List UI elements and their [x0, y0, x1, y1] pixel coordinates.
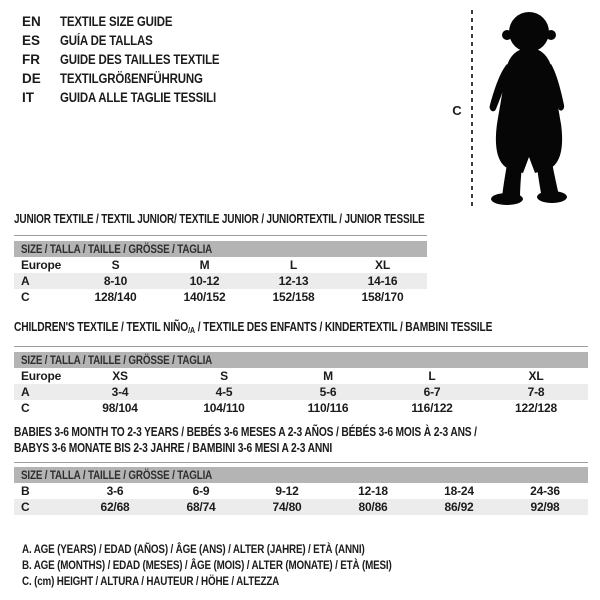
section-divider [14, 462, 588, 463]
junior-size-table [14, 241, 427, 305]
legend-line-c: C. (cm) HEIGHT / ALTURA / HAUTEUR / HÖHE / ALTEZZA [22, 574, 280, 588]
table-row-europe [14, 368, 588, 384]
cell: XS [112, 369, 128, 383]
cell: 86/92 [416, 499, 502, 515]
lang-row-de [22, 69, 248, 88]
babies-size-table [14, 467, 588, 515]
lang-title: TEXTILGRÖßENFÜHRUNG [60, 71, 203, 86]
cell: 9-12 [275, 484, 299, 498]
row-label: A [14, 273, 71, 289]
junior-section-title [14, 212, 427, 227]
babies-section-title [14, 424, 588, 456]
cell: 116/122 [411, 401, 453, 415]
cell: 74/80 [244, 499, 330, 515]
cell: 128/140 [94, 290, 137, 304]
language-title-list [22, 12, 248, 107]
lang-code: IT [22, 90, 34, 105]
measure-label-c: C [452, 103, 462, 118]
size-header-label: SIZE / TALLA / TAILLE / GRÖSSE / TAGLIA [21, 353, 213, 367]
cell: 158/170 [361, 290, 404, 304]
legend-line-b: B. AGE (MONTHS) / EDAD (MESES) / ÂGE (MOIS) / ALTER (MONATE) / ETÀ (MESI) [22, 558, 392, 572]
lang-code: EN [22, 14, 41, 29]
size-header-bar [14, 352, 588, 368]
cell: L [289, 258, 298, 272]
row-label: C [14, 499, 72, 515]
table-row-height [14, 499, 588, 515]
cell: 140/152 [183, 290, 226, 304]
cell: 4-5 [172, 384, 276, 400]
cell: 3-6 [106, 484, 124, 498]
row-label: Europe [21, 369, 62, 383]
babies-title-line1: BABIES 3-6 MONTH TO 2-3 YEARS / BEBÉS 3-6 MESES A 2-3 AÑOS / BÉBÉS 3-6 MOIS À 2-3 ANS / [14, 425, 477, 439]
cell: M [199, 258, 210, 272]
table-row-height [14, 400, 588, 416]
lang-title: GUIDA ALLE TAGLIE TESSILI [60, 90, 216, 105]
children-size-table [14, 352, 588, 416]
title-subscript: /A [188, 325, 196, 335]
cell: S [220, 369, 228, 383]
cell: XL [375, 258, 390, 272]
cell: L [428, 369, 436, 383]
row-label: B [21, 484, 30, 498]
height-measure-dotted-line [471, 10, 473, 206]
cell: 80/86 [330, 499, 416, 515]
cell: 10-12 [160, 273, 249, 289]
lang-title: GUÍA DE TALLAS [60, 33, 153, 48]
lang-title: TEXTILE SIZE GUIDE [60, 14, 173, 29]
cell: 5-6 [276, 384, 380, 400]
cell: 18-24 [444, 484, 474, 498]
cell: 62/68 [72, 499, 158, 515]
children-section [14, 320, 588, 416]
legend-line-a: A. AGE (YEARS) / EDAD (AÑOS) / ÂGE (ANS) / ALTER (JAHRE) / ETÀ (ANNI) [22, 542, 365, 556]
lang-row-en [22, 12, 248, 31]
cell: 12-13 [249, 273, 338, 289]
table-row-height [14, 289, 427, 305]
cell: 6-7 [380, 384, 484, 400]
babies-section [14, 424, 588, 515]
lang-row-it [22, 88, 248, 107]
lang-code: ES [22, 33, 41, 48]
table-row-age [14, 384, 588, 400]
size-header-bar [14, 467, 588, 483]
children-section-title [14, 320, 588, 338]
cell: 14-16 [338, 273, 427, 289]
lang-row-fr [22, 50, 248, 69]
cell: 110/116 [307, 401, 349, 415]
cell: 6-9 [192, 484, 210, 498]
babies-title-line2: BABYS 3-6 MONATE BIS 2-3 JAHRE / BAMBINI 3-6 MESI A 2-3 ANNI [14, 441, 333, 455]
cell: 24-36 [530, 484, 560, 498]
cell: 7-8 [484, 384, 588, 400]
baby-silhouette-icon [476, 8, 594, 208]
size-header-label: SIZE / TALLA / TAILLE / GRÖSSE / TAGLIA [21, 242, 213, 256]
size-header-label: SIZE / TALLA / TAILLE / GRÖSSE / TAGLIA [21, 468, 213, 482]
junior-section-title-text: JUNIOR TEXTILE / TEXTIL JUNIOR/ TEXTILE JUNIOR / JUNIORTEXTIL / JUNIOR TESSILE [14, 212, 425, 226]
cell: 104/110 [203, 401, 245, 415]
section-divider [14, 235, 427, 236]
cell: 92/98 [502, 499, 588, 515]
cell: 8-10 [71, 273, 160, 289]
children-section-title-text: CHILDREN'S TEXTILE / TEXTIL $NIÑO_{/A}$ / TEXTILE DES ENFANTS / KINDERTEXTIL / BAMBINI TESSILE [14, 320, 493, 335]
cell: 68/74 [158, 499, 244, 515]
cell: S [111, 258, 120, 272]
table-row-age [14, 273, 427, 289]
lang-title: GUIDE DES TAILLES TEXTILE [60, 52, 220, 67]
lang-code: FR [22, 52, 40, 67]
table-row-age-months [14, 483, 588, 499]
cell: XL [528, 369, 544, 383]
row-label: Europe [21, 258, 62, 272]
lang-code: DE [22, 71, 41, 86]
row-label: A [14, 384, 68, 400]
lang-row-es [22, 31, 248, 50]
cell: 152/158 [272, 290, 315, 304]
section-divider [14, 346, 588, 347]
cell: 122/128 [515, 401, 557, 415]
row-label: C [21, 290, 30, 304]
cell: 98/104 [102, 401, 138, 415]
legend [22, 541, 473, 589]
row-label: C [21, 401, 30, 415]
cell: 3-4 [68, 384, 172, 400]
junior-section [14, 212, 427, 305]
table-row-europe [14, 257, 427, 273]
cell: 12-18 [358, 484, 388, 498]
cell: M [323, 369, 333, 383]
size-header-bar [14, 241, 427, 257]
